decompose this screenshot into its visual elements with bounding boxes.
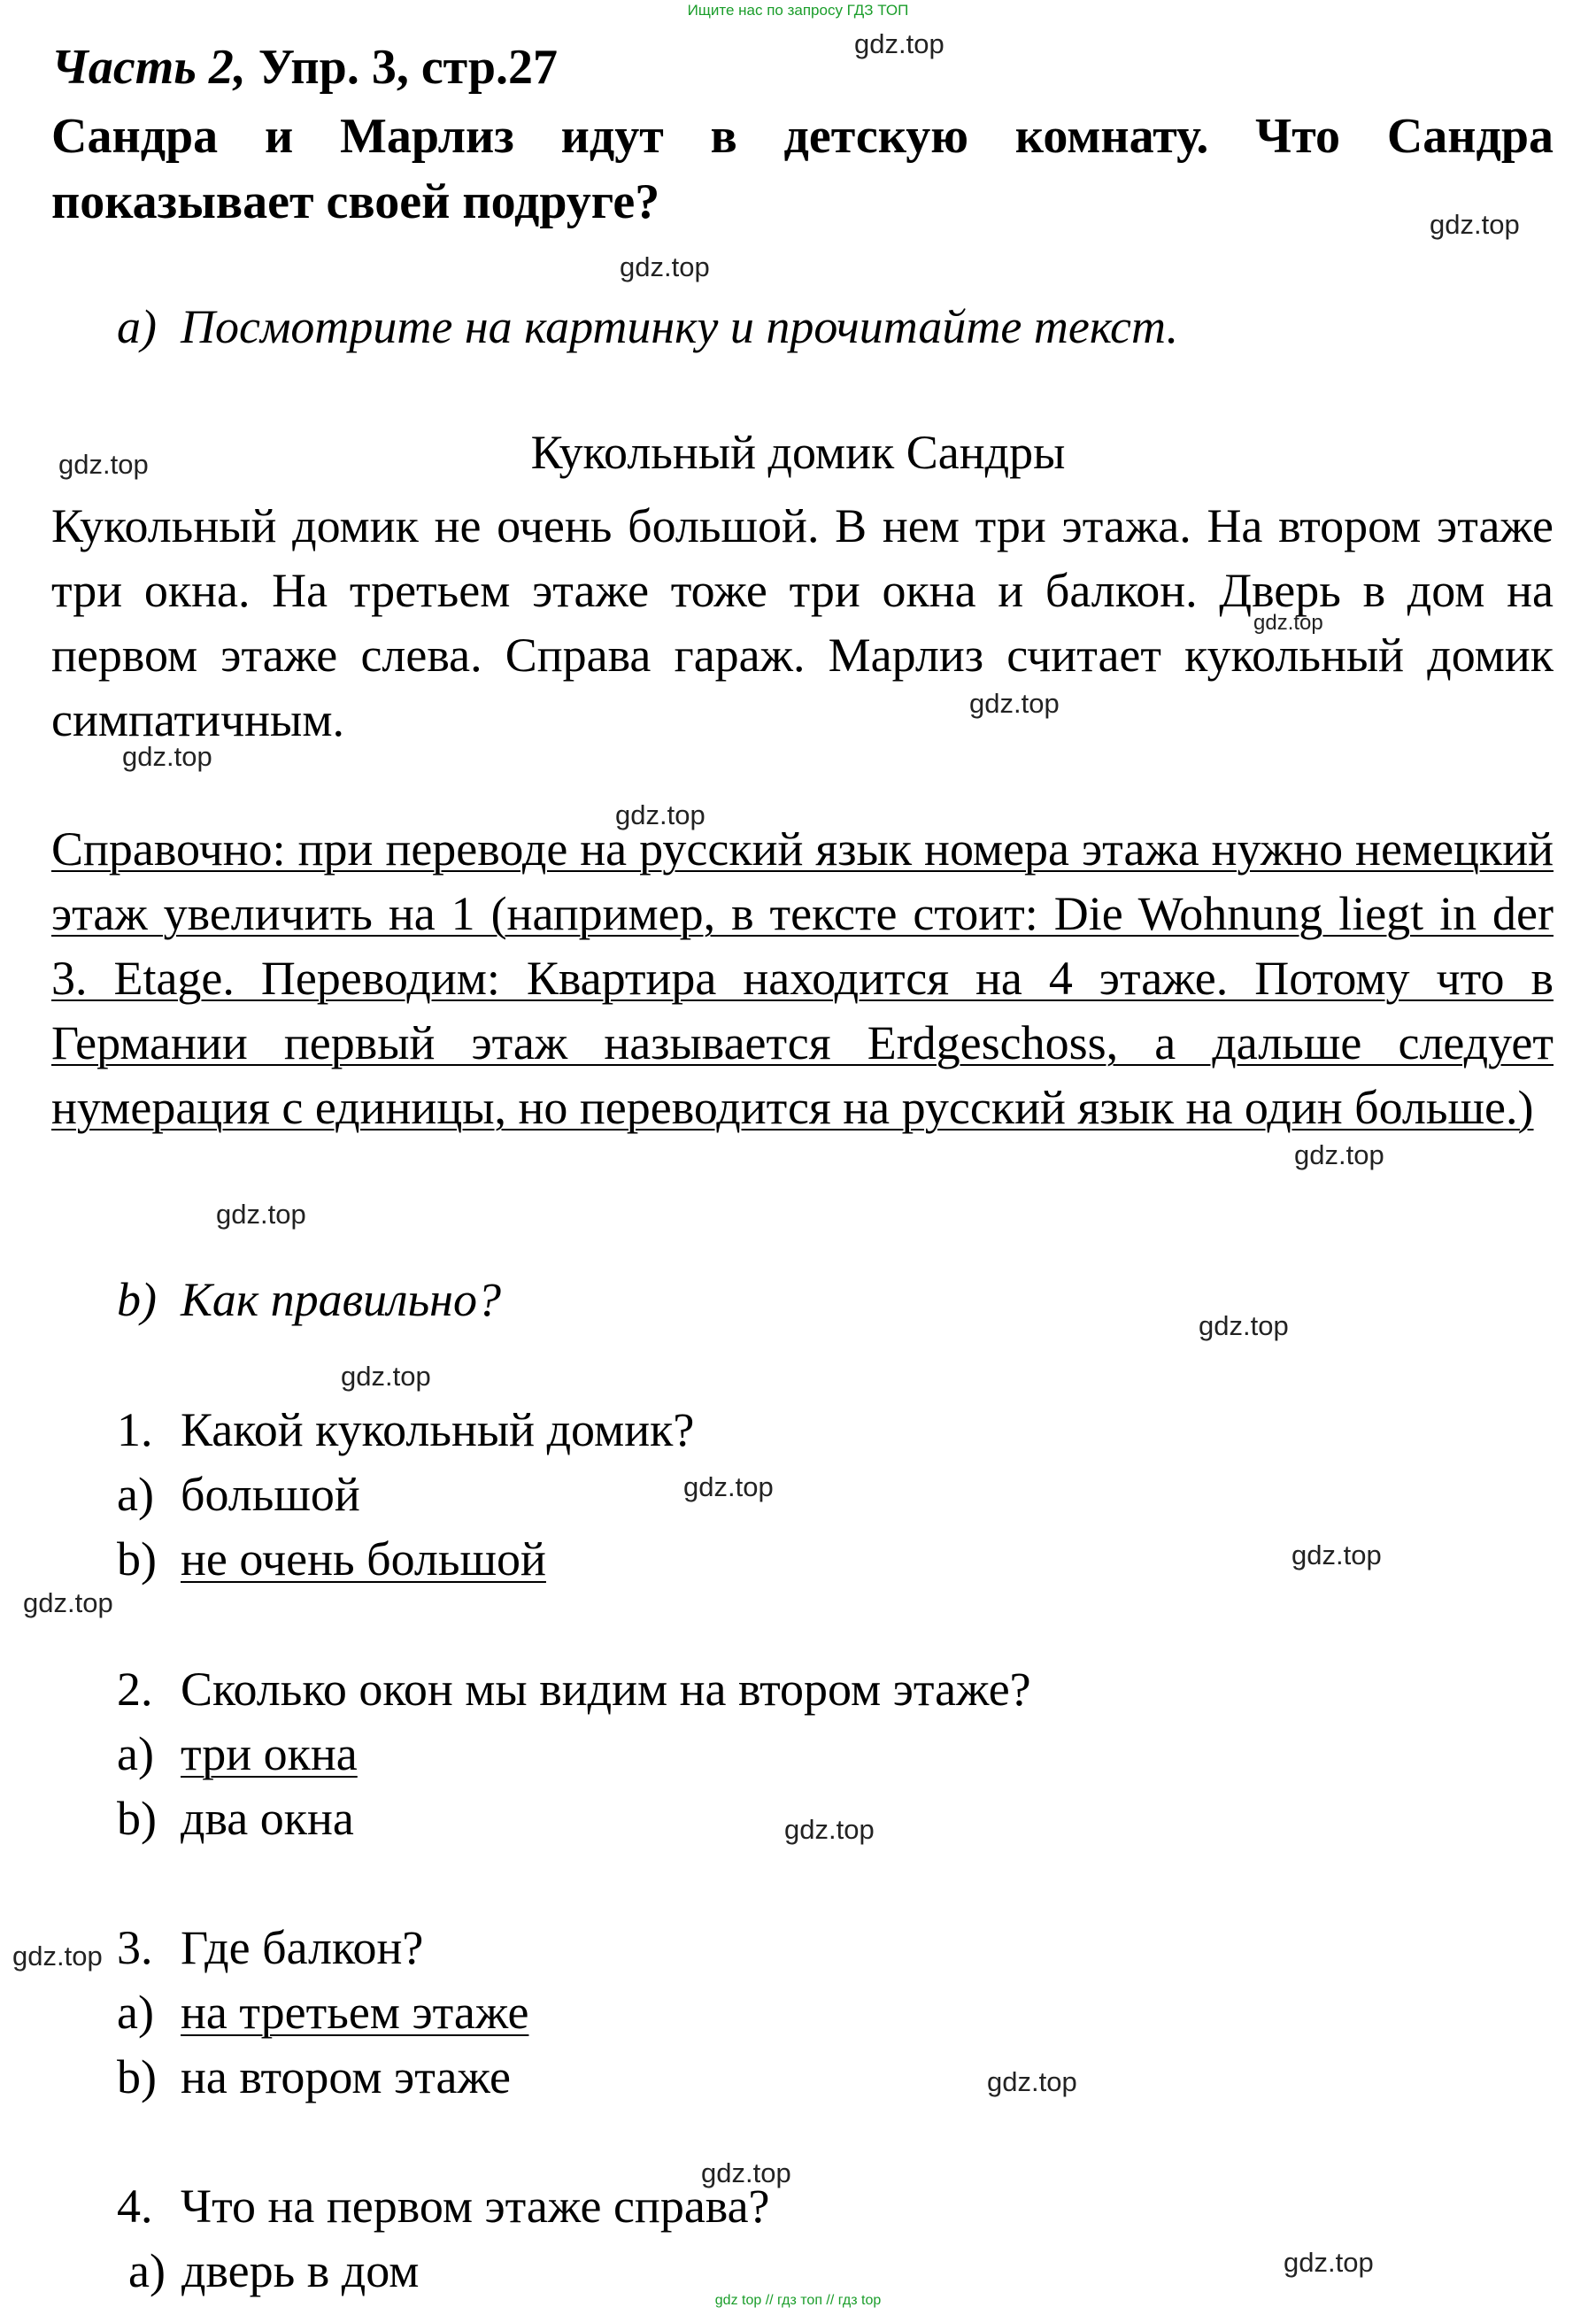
question-1: 1. Какой кукольный домик? <box>117 1403 695 1456</box>
question-1-option-b: b) не очень большой <box>117 1532 546 1586</box>
correct-answer: три окна <box>181 1727 358 1780</box>
watermark: gdz.top <box>1199 1310 1289 1341</box>
watermark: gdz.top <box>1253 611 1323 635</box>
watermark: gdz.top <box>1291 1539 1382 1570</box>
watermark: gdz.top <box>854 28 944 59</box>
question-4: 4. Что на первом этаже справа? <box>117 2180 770 2233</box>
section-b-text: Как правильно? <box>180 1273 501 1326</box>
question-3-option-b: b) на втором этаже <box>117 2050 512 2103</box>
correct-answer: на третьем этаже <box>181 1986 529 2039</box>
top-banner: Ищите нас по запросу ГДЗ ТОП <box>687 2 909 19</box>
correct-answer: не очень большой <box>181 1532 546 1586</box>
task-text: Сандра и Марлиз идут в детскую комнату. Что Сандра показывает своей подруге? <box>51 109 1554 229</box>
text-title: Кукольный домик Сандры <box>530 426 1066 479</box>
question-2-option-a: a) три окна <box>117 1727 358 1780</box>
question-3: 3. Где балкон? <box>117 1921 424 1974</box>
watermark: gdz.top <box>58 449 149 480</box>
text-body: Кукольный домик не очень большой. В нем три этажа. На втором этаже три окна. На третьем этаже тоже три окна и балкон. Дверь в дом на первом этаже слева. Справа гараж. Марлиз считает кукольный домик симпатичным. <box>51 499 1554 746</box>
watermark: gdz.top <box>122 741 212 772</box>
section-b <box>117 1272 501 1327</box>
watermark: gdz.top <box>341 1361 431 1392</box>
section-a-label: a) <box>117 300 157 353</box>
watermark: gdz.top <box>615 799 705 830</box>
question-3-option-a: a) на третьем этаже <box>117 1986 529 2039</box>
watermark: gdz.top <box>987 2066 1077 2097</box>
watermark: gdz.top <box>784 1814 875 1845</box>
translation-note: Справочно: при переводе на русский язык номера этажа нужно немецкий этаж увеличить на 1 (например, в тексте стоит: Die Wohnung liegt in der 3. Etage. Переводим: Квартира находится на 4 этаже. Потому что в Германии первый этаж называется Erdgeschoss, а дальше следует нумерация с единицы, но переводится на русский язык на один больше.) <box>51 822 1554 1134</box>
section-a <box>117 299 1178 354</box>
watermark: gdz.top <box>1284 2247 1374 2278</box>
question-2: 2. Сколько окон мы видим на втором этаже? <box>117 1663 1031 1716</box>
section-b-label: b) <box>117 1273 157 1326</box>
question-2-option-b: b) два окна <box>117 1792 354 1845</box>
watermark: gdz.top <box>12 1941 103 1972</box>
watermark: gdz.top <box>701 2157 791 2188</box>
watermark: gdz.top <box>216 1199 306 1230</box>
section-a-text: Посмотрите на картинку и прочитайте текст. <box>180 300 1179 353</box>
heading-part: Часть 2, <box>51 40 246 95</box>
watermark: gdz.top <box>620 251 710 282</box>
bottom-banner: gdz top // гдз топ // гдз top <box>714 2293 882 2308</box>
watermark: gdz.top <box>23 1587 113 1618</box>
watermark: gdz.top <box>683 1471 774 1502</box>
question-4-option-a: a) дверь в дом <box>128 2244 420 2297</box>
page-heading <box>51 39 558 96</box>
watermark: gdz.top <box>1294 1139 1384 1170</box>
heading-exercise: Упр. 3, стр.27 <box>245 40 559 95</box>
question-1-option-a: a) большой <box>117 1468 360 1521</box>
watermark: gdz.top <box>969 688 1060 719</box>
watermark: gdz.top <box>1430 209 1520 240</box>
